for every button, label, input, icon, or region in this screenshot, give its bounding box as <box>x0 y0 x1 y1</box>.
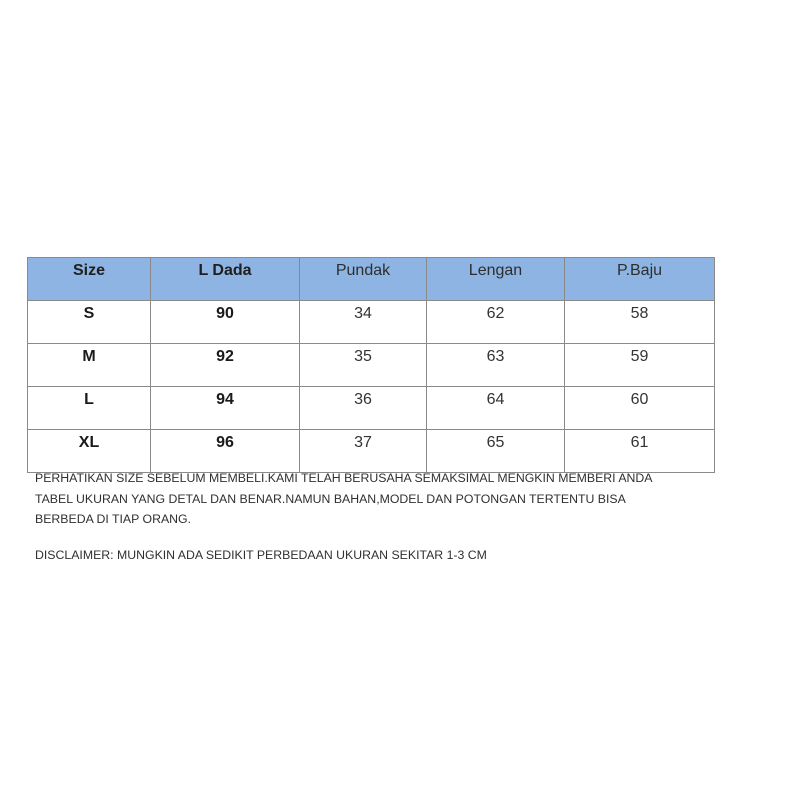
notice-line-2: TABEL UKURAN YANG DETAL DAN BENAR.NAMUN BAHAN,MODEL DAN POTONGAN TERTENTU BISA <box>35 491 626 506</box>
cell-size: XL <box>28 430 151 473</box>
header-size: Size <box>28 258 151 301</box>
cell-p-baju: 58 <box>565 301 715 344</box>
cell-p-baju: 60 <box>565 387 715 430</box>
table-header-row <box>28 258 715 301</box>
table-row <box>28 344 715 387</box>
cell-pundak: 36 <box>300 387 427 430</box>
cell-p-baju: 61 <box>565 430 715 473</box>
notice-line-1: PERHATIKAN SIZE SEBELUM MEMBELI.KAMI TELAH BERUSAHA SEMAKSIMAL MENGKIN MEMBERI ANDA <box>35 471 653 485</box>
table-row <box>28 430 715 473</box>
cell-size: S <box>28 301 151 344</box>
cell-lengan: 64 <box>427 387 565 430</box>
cell-size: M <box>28 344 151 387</box>
header-l-dada: L Dada <box>151 258 300 301</box>
table-row <box>28 387 715 430</box>
cell-l-dada: 92 <box>151 344 300 387</box>
notice-line-3: BERBEDA DI TIAP ORANG. <box>35 512 192 526</box>
cell-l-dada: 90 <box>151 301 300 344</box>
size-notice <box>35 468 755 530</box>
cell-l-dada: 94 <box>151 387 300 430</box>
header-lengan: Lengan <box>427 258 565 301</box>
cell-lengan: 62 <box>427 301 565 344</box>
disclaimer-text: DISCLAIMER: MUNGKIN ADA SEDIKIT PERBEDAAN UKURAN SEKITAR 1-3 CM <box>35 548 487 562</box>
table-row <box>28 301 715 344</box>
cell-pundak: 37 <box>300 430 427 473</box>
size-chart-table <box>27 257 715 473</box>
cell-pundak: 34 <box>300 301 427 344</box>
cell-p-baju: 59 <box>565 344 715 387</box>
cell-l-dada: 96 <box>151 430 300 473</box>
cell-lengan: 63 <box>427 344 565 387</box>
cell-size: L <box>28 387 151 430</box>
header-p-baju: P.Baju <box>565 258 715 301</box>
cell-lengan: 65 <box>427 430 565 473</box>
header-pundak: Pundak <box>300 258 427 301</box>
cell-pundak: 35 <box>300 344 427 387</box>
